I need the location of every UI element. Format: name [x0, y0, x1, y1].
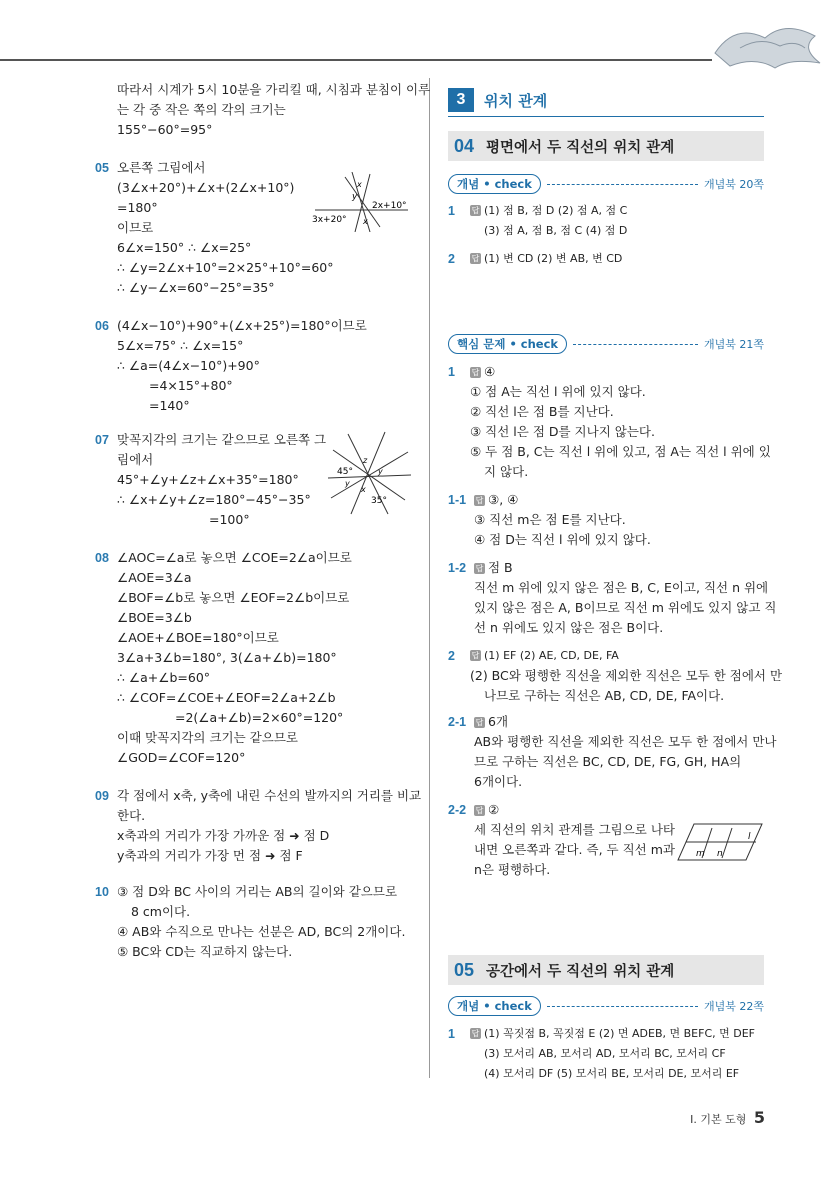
problem-number: 05: [95, 161, 109, 175]
page-reference: 개념북 22쪽: [704, 1000, 764, 1013]
problem-number: 07: [95, 433, 109, 447]
text-line: ∠BOE=3∠b: [117, 610, 192, 625]
text-line: 림에서: [117, 452, 154, 467]
figure-07: [323, 430, 413, 516]
page-number: 5: [753, 1108, 765, 1127]
text-line: ③ 직선 m은 점 E를 지난다.: [474, 512, 626, 527]
core-check-bar: [448, 334, 764, 354]
text-line: AB와 평행한 직선을 제외한 직선은 모두 한 점에서 만나: [474, 734, 777, 749]
text-line: ∴ ∠x+∠y+∠z=180°−45°−35°: [117, 492, 311, 507]
subsection-05: [448, 955, 764, 985]
text-line: 8 cm이다.: [131, 904, 191, 919]
text-line: (1) 변 CD (2) 변 AB, 변 CD: [484, 252, 623, 265]
subsection-04: [448, 131, 764, 161]
figure-label: x: [361, 485, 366, 494]
section-title: 위치 관계: [484, 91, 548, 110]
problem-number: 1: [448, 1027, 455, 1041]
subsection-title: 공간에서 두 직선의 위치 관계: [486, 963, 675, 980]
text-line: 각 점에서 x축, y축에 내린 수선의 발까지의 거리를 비교: [117, 788, 422, 803]
text-line: (4∠x−10°)+90°+(∠x+25°)=180°이므로: [117, 318, 367, 333]
answer-badge: 답: [475, 496, 484, 505]
header-ornament-icon: [705, 18, 827, 73]
problem-number: 2: [448, 649, 455, 663]
text-line: ③ 직선 l은 점 D를 지나지 않는다.: [470, 424, 655, 439]
text-line: 6개: [488, 714, 509, 729]
text-line: 나므로 구하는 직선은 AB, CD, DE, FA이다.: [484, 688, 725, 703]
subsection-number: 05: [454, 959, 475, 980]
text-line: ∴ ∠COF=∠COE+∠EOF=2∠a+2∠b: [117, 690, 336, 705]
text-line: ② 직선 l은 점 B를 지난다.: [470, 404, 614, 419]
text-line: (4) 모서리 DF (5) 모서리 BE, 모서리 DE, 모서리 EF: [484, 1067, 740, 1080]
column-divider: [429, 78, 430, 1078]
subsection-title: 평면에서 두 직선의 위치 관계: [486, 139, 675, 156]
text-line: =140°: [149, 398, 190, 413]
text-line: ∴ ∠y=2∠x+10°=2×25°+10°=60°: [117, 260, 334, 275]
text-line: ∠AOE+∠BOE=180°이므로: [117, 630, 279, 645]
figure-label: n: [717, 849, 723, 859]
text-line: 5∠x=75° ∴ ∠x=15°: [117, 338, 244, 353]
text-line: ∴ ∠a=(4∠x−10°)+90°: [117, 358, 260, 373]
concept-check-bar: [448, 174, 764, 194]
figure-label: y: [352, 192, 358, 202]
answer-badge: 답: [475, 806, 484, 815]
figure-label: 45°: [337, 467, 353, 477]
text-line: 한다.: [117, 808, 146, 823]
page-reference: 개념북 20쪽: [704, 178, 764, 191]
text-line: =100°: [209, 512, 250, 527]
figure-label: x: [363, 217, 368, 226]
problem-number: 2-2: [448, 803, 467, 817]
figure-label: 35°: [371, 496, 387, 506]
section-header: [448, 88, 547, 112]
intro-text: [117, 80, 430, 140]
text-line: 3∠a+3∠b=180°, 3(∠a+∠b)=180°: [117, 650, 337, 665]
text-line: x축과의 거리가 가장 가까운 점 ➜ 점 D: [117, 828, 330, 843]
text-line: (1) EF (2) AE, CD, DE, FA: [484, 649, 619, 662]
problem-number: 08: [95, 551, 109, 565]
text-line: 세 직선의 위치 관계를 그림으로 나타: [474, 822, 675, 837]
text-line: 따라서 시계가 5시 10분을 가리킬 때, 시침과 분침이 이루: [117, 82, 431, 97]
problem-number: 10: [95, 885, 109, 899]
text-line: ∴ ∠a+∠b=60°: [117, 670, 211, 685]
text-line: ②: [488, 802, 500, 817]
header-rule: [0, 59, 712, 61]
answer-badge: 답: [471, 651, 480, 660]
page-footer: [690, 1108, 765, 1127]
figure-label: y: [378, 467, 383, 476]
text-line: y축과의 거리가 가장 먼 점 ➜ 점 F: [117, 848, 303, 863]
text-line: ④ 점 D는 직선 l 위에 있지 않다.: [474, 532, 651, 547]
figure-label: y: [345, 479, 350, 488]
dash-rule: [547, 184, 698, 185]
figure-label: 3x+20°: [312, 215, 347, 225]
figure-label: x: [357, 180, 362, 189]
text-line: 6∠x=150° ∴ ∠x=25°: [117, 240, 252, 255]
text-line: ③ 점 D와 BC 사이의 거리는 AB의 길이와 같으므로: [117, 884, 398, 899]
problem-number: 06: [95, 319, 109, 333]
problem-number: 1: [448, 365, 455, 379]
text-line: ③, ④: [488, 492, 519, 507]
text-line: 직선 m 위에 있지 않은 점은 B, C, E이고, 직선 n 위에: [474, 580, 769, 595]
dash-rule: [573, 344, 698, 345]
problem-number: 2: [448, 252, 455, 266]
figure-label: l: [748, 832, 751, 842]
check-label: 핵심 문제 • check: [448, 334, 567, 354]
figure-05: [310, 172, 410, 232]
figure-label: z: [363, 456, 368, 465]
answer-badge: 답: [471, 254, 480, 263]
text-line: 선 n 위에도 있지 않은 점은 B이다.: [474, 620, 664, 635]
page-reference: 개념북 21쪽: [704, 338, 764, 351]
text-line: ① 점 A는 직선 l 위에 있지 않다.: [470, 384, 646, 399]
text-line: 이때 맞꼭지각의 크기는 같으므로: [117, 730, 298, 745]
text-line: (3) 모서리 AB, 모서리 AD, 모서리 BC, 모서리 CF: [484, 1047, 726, 1060]
concept-check-bar-2: [448, 996, 764, 1016]
problem-number: 2-1: [448, 715, 467, 729]
section-rule: [448, 116, 764, 117]
problem-number: 1-2: [448, 561, 467, 575]
text-line: ④: [484, 364, 496, 379]
answer-badge: 답: [471, 1029, 480, 1038]
text-line: 155°−60°=95°: [117, 122, 213, 137]
figure-2-2: [676, 822, 764, 862]
text-line: 는 각 중 작은 쪽의 각의 크기는: [117, 102, 286, 117]
answer-badge: 답: [475, 718, 484, 727]
answer-badge: 답: [475, 564, 484, 573]
text-line: 오른쪽 그림에서: [117, 160, 206, 175]
text-line: (3∠x+20°)+∠x+(2∠x+10°): [117, 180, 295, 195]
text-line: =4×15°+80°: [149, 378, 233, 393]
text-line: 지 않다.: [484, 464, 529, 479]
problem-number: 1-1: [448, 493, 467, 507]
text-line: =2(∠a+∠b)=2×60°=120°: [175, 710, 344, 725]
text-line: (2) BC와 평행한 직선을 제외한 직선은 모두 한 점에서 만: [470, 668, 783, 683]
text-line: 이므로: [117, 220, 154, 235]
text-line: ∴ ∠y−∠x=60°−25°=35°: [117, 280, 275, 295]
check-label: 개념 • check: [448, 996, 541, 1016]
figure-label: 2x+10°: [372, 201, 407, 211]
figure-label: m: [696, 849, 705, 859]
text-line: ⑤ 두 점 B, C는 직선 l 위에 있고, 점 A는 직선 l 위에 있: [470, 444, 771, 459]
answer-badge: 답: [471, 206, 480, 215]
dash-rule: [547, 1006, 698, 1007]
text-line: (1) 점 B, 점 D (2) 점 A, 점 C: [484, 204, 628, 217]
problem-number: 1: [448, 204, 455, 218]
text-line: 점 B: [488, 560, 513, 575]
chapter-label: I. 기본 도형: [690, 1113, 747, 1126]
text-line: ∠AOC=∠a로 놓으면 ∠COE=2∠a이므로: [117, 550, 352, 565]
text-line: ∠BOF=∠b로 놓으면 ∠EOF=2∠b이므로: [117, 590, 350, 605]
check-label: 개념 • check: [448, 174, 541, 194]
text-line: =180°: [117, 200, 158, 215]
text-line: (1) 꼭짓점 B, 꼭짓점 E (2) 면 ADEB, 면 BEFC, 면 DEF: [484, 1027, 755, 1040]
text-line: 있지 않은 점은 A, B이므로 직선 m 위에도 있지 않고 직: [474, 600, 777, 615]
text-line: 6개이다.: [474, 774, 523, 789]
problem-number: 09: [95, 789, 109, 803]
subsection-number: 04: [454, 135, 475, 156]
text-line: 맞꼭지각의 크기는 같으므로 오른쪽 그: [117, 432, 327, 447]
text-line: 45°+∠y+∠z+∠x+35°=180°: [117, 472, 299, 487]
text-line: 내면 오른쪽과 같다. 즉, 두 직선 m과: [474, 842, 675, 857]
text-line: 므로 구하는 직선은 BC, CD, DE, FG, GH, HA의: [474, 754, 742, 769]
answer-badge: 답: [471, 368, 480, 377]
text-line: n은 평행하다.: [474, 862, 551, 877]
section-number: 3: [448, 88, 474, 112]
text-line: ⑤ BC와 CD는 직교하지 않는다.: [117, 944, 293, 959]
text-line: ∠GOD=∠COF=120°: [117, 750, 246, 765]
text-line: ④ AB와 수직으로 만나는 선분은 AD, BC의 2개이다.: [117, 924, 406, 939]
text-line: ∠AOE=3∠a: [117, 570, 192, 585]
text-line: (3) 점 A, 점 B, 점 C (4) 점 D: [484, 224, 628, 237]
